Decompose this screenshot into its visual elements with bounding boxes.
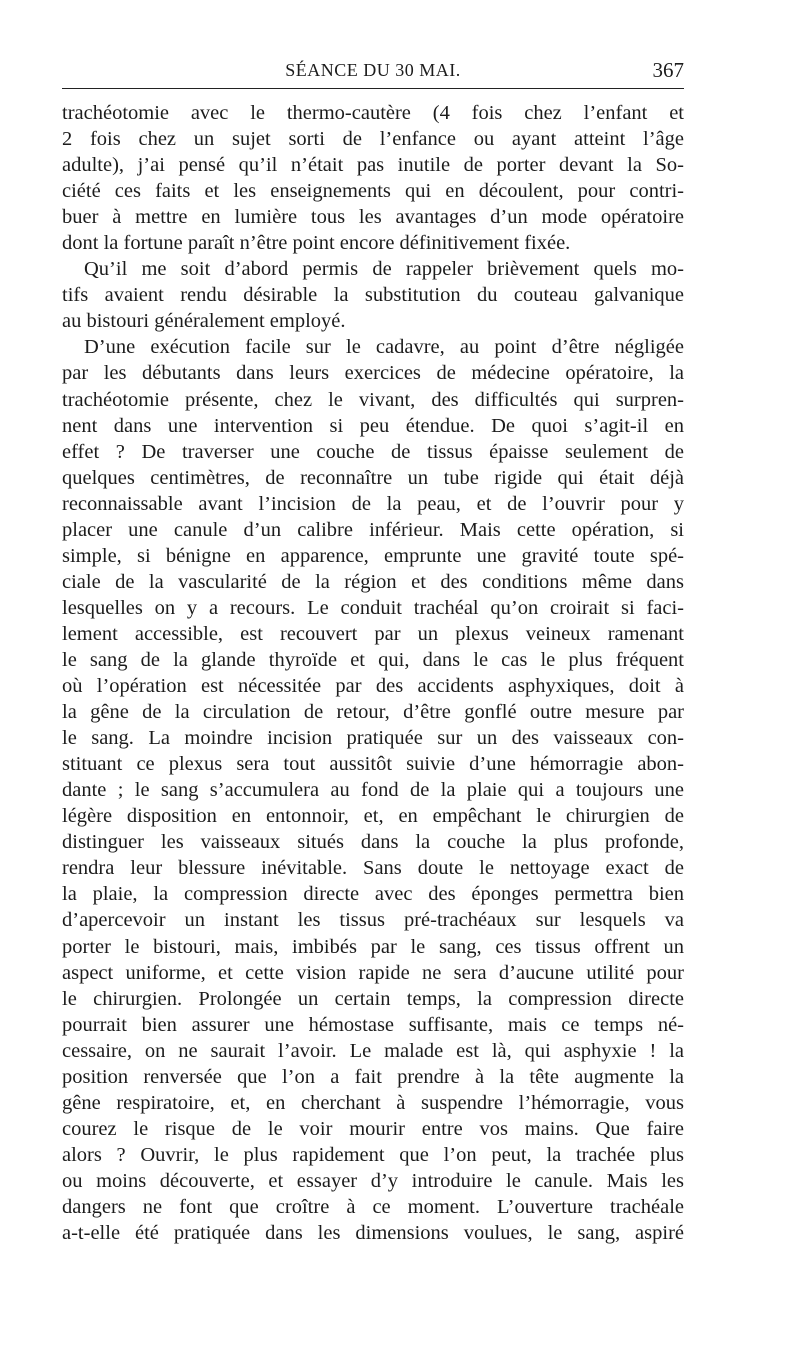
text-line: ou moins découverte, et essayer d’y introduire le canule. Mais les <box>62 1169 684 1192</box>
page-number: 367 <box>652 58 684 82</box>
text-line: la plaie, la compression directe avec des éponges permettra bien <box>62 883 684 906</box>
text-line: position renversée que l’on a fait prendre à la tête augmente la <box>62 1065 684 1088</box>
text-line: lesquelles on y a recours. Le conduit trachéal qu’on croirait si faci- <box>62 596 684 619</box>
text-line: placer une canule d’un calibre inférieur. Mais cette opération, si <box>62 518 684 541</box>
text-line: quelques centimètres, de reconnaître un tube rigide qui était déjà <box>62 466 684 489</box>
text-line: dangers ne font que croître à ce moment. L’ouverture trachéale <box>62 1195 684 1218</box>
text-line: lement accessible, est recouvert par un plexus veineux ramenant <box>62 622 684 645</box>
text-line: a-t-elle été pratiquée dans les dimensions voulues, le sang, aspiré <box>62 1222 684 1245</box>
text-line: d’apercevoir un instant les tissus pré-trachéaux sur lesquels va <box>62 909 684 932</box>
text-line: cessaire, on ne saurait l’avoir. Le malade est là, qui asphyxie ! la <box>62 1039 684 1062</box>
running-header <box>62 58 684 89</box>
text-line: où l’opération est nécessitée par des accidents asphyxiques, doit à <box>62 675 684 698</box>
text-line: trachéotomie avec le thermo-cautère (4 fois chez l’enfant et <box>62 102 684 124</box>
text-line: effet ? De traverser une couche de tissus épaisse seulement de <box>62 440 684 463</box>
text-line: 2 fois chez un sujet sorti de l’enfance ou ayant atteint l’âge <box>62 128 684 151</box>
text-line: courez le risque de le voir mourir entre vos mains. Que faire <box>62 1117 684 1140</box>
running-title: SÉANCE DU 30 MAI. <box>285 60 461 80</box>
text-line: simple, si bénigne en apparence, emprunte une gravité toute spé- <box>62 544 684 567</box>
text-line: le sang de la glande thyroïde et qui, dans le cas le plus fréquent <box>62 648 684 671</box>
text-line: alors ? Ouvrir, le plus rapidement que l’on peut, la trachée plus <box>62 1143 684 1166</box>
text-line: ciale de la vascularité de la région et des conditions même dans <box>62 570 684 593</box>
body-text <box>62 100 684 1246</box>
text-line: buer à mettre en lumière tous les avantages d’un mode opératoire <box>62 206 684 229</box>
text-line: au bistouri généralement employé. <box>62 310 346 333</box>
text-line: pourrait bien assurer une hémostase suffisante, mais ce temps né- <box>62 1013 684 1036</box>
text-line: le chirurgien. Prolongée un certain temps, la compression directe <box>62 987 684 1010</box>
text-line: gêne respiratoire, et, en cherchant à suspendre l’hémorragie, vous <box>62 1091 684 1114</box>
text-line: aspect uniforme, et cette vision rapide ne sera d’aucune utilité pour <box>62 961 684 984</box>
text-line: dante ; le sang s’accumulera au fond de la plaie qui a toujours une <box>62 779 684 802</box>
text-line: dont la fortune paraît n’être point encore définitivement fixée. <box>62 232 571 255</box>
text-line: reconnaissable avant l’incision de la peau, et de l’ouvrir pour y <box>62 492 684 515</box>
text-line: Qu’il me soit d’abord permis de rappeler brièvement quels mo- <box>84 258 684 281</box>
text-line: adulte), j’ai pensé qu’il n’était pas inutile de porter devant la So- <box>62 154 684 177</box>
text-line: légère disposition en entonnoir, et, en empêchant le chirurgien de <box>62 805 684 828</box>
text-line: stituant ce plexus sera tout aussitôt suivie d’une hémorragie abon- <box>62 753 684 776</box>
text-line: trachéotomie présente, chez le vivant, des difficultés qui surpren- <box>62 388 684 411</box>
text-line: porter le bistouri, mais, imbibés par le sang, ces tissus offrent un <box>62 935 684 958</box>
text-line: rendra leur blessure inévitable. Sans doute le nettoyage exact de <box>62 857 684 880</box>
text-line: ciété ces faits et les enseignements qui en découlent, pour contri- <box>62 180 684 203</box>
text-line: distinguer les vaisseaux situés dans la couche la plus profonde, <box>62 831 684 854</box>
text-line: nent dans une intervention si peu étendue. De quoi s’agit-il en <box>62 414 684 437</box>
text-line: par les débutants dans leurs exercices de médecine opératoire, la <box>62 362 684 385</box>
text-line: D’une exécution facile sur le cadavre, au point d’être négligée <box>84 336 684 359</box>
text-line: tifs avaient rendu désirable la substitution du couteau galvanique <box>62 284 684 307</box>
text-line: le sang. La moindre incision pratiquée sur un des vaisseaux con- <box>62 727 684 750</box>
text-line: la gêne de la circulation de retour, d’être gonflé outre mesure par <box>62 701 684 724</box>
